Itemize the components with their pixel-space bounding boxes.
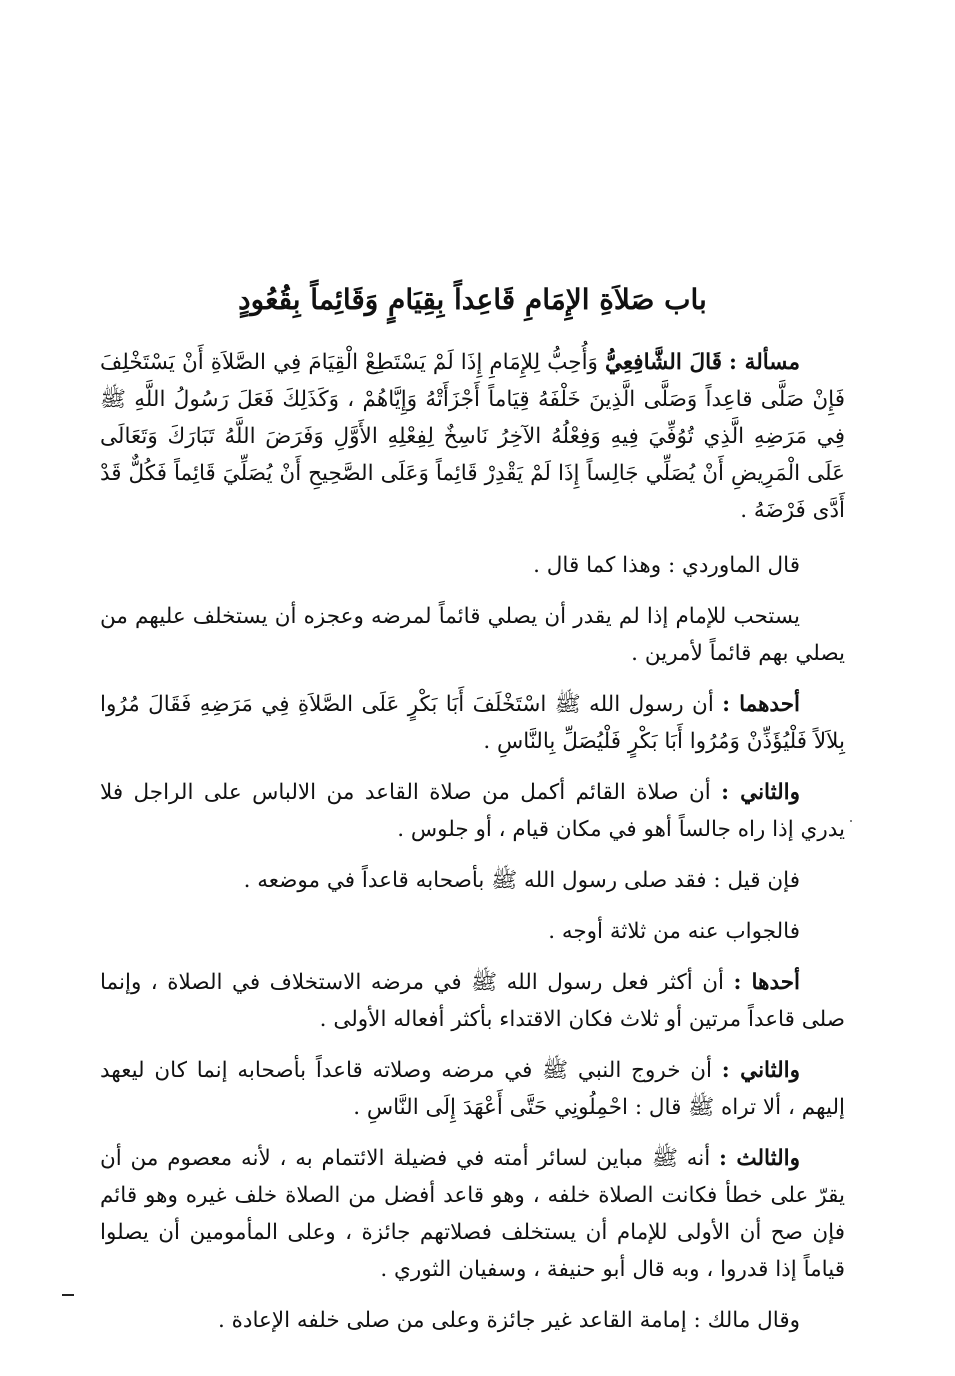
paragraph [100, 598, 845, 672]
page-content [100, 278, 845, 1353]
masala-text: وَأُحِبُّ لِلإِمَامِ إِذَا لَمْ يَسْتَطِعْ الْقِيَامَ فِي الصَّلاَةِ أَنْ يَسْتَخْلِفَ فَإِنْ صَلَّى قاعِداً وَصَلَّى الَّذِينَ خَلْفَهُ قِيَاماً أَجْزَأَتْهُ وَإِيَّاهُمْ ، وَكَذَلِكَ فَعَلَ رَسُولُ اللَّهِ ﷺ فِي مَرَضِهِ الَّذِي تُوُفِّيَ فِيهِ وَفِعْلُهُ الآخِرُ نَاسِخٌ لِفِعْلِهِ الأَوَّلِ وَفَرَضَ اللَّهُ تَبَارَكَ وَتَعَالَى عَلَى الْمَرِيضِ أَنْ يُصَلِّي جَالِساً إِذَا لَمْ يَقْدِرْ قَائِماً وَعَلَى الصَّحِيحِ أَنْ يُصَلِّيَ قَائِماً فَكُلٌّ قَدْ أَدَّى فَرْضَهُ . [100, 350, 845, 523]
paragraph-label: والثاني : [721, 1058, 800, 1083]
paragraph-text: فالجواب عنه من ثلاثة أوجه . [548, 919, 800, 944]
paragraph-text: فإن قيل : فقد صلى رسول الله ﷺ بأصحابه قاعداً في موضعه . [243, 868, 800, 893]
paragraph-text: أنه ﷺ مباين لسائر أمته في فضيلة الائتمام به ، لأنه معصوم من أن يقرّ على خطأ فكانت الصلاة خلفه ، وهو قاعد أفضل من الصلاة خلف غيره وهو قائم فإن صح أن الأولى للإمام أن يستخلف فصلاتهم جائزة ، وعلى المأمومين أن يصلوا قياماً إذا قدروا ، وبه قال أبو حنيفة ، وسفيان الثوري . [100, 1146, 845, 1282]
paragraph-text: أن رسول الله ﷺ اسْتَخْلَفَ أَبَا بَكْرٍ عَلَى الصَّلاَةِ فِي مَرَضِهِ فَقَالَ مُرُوا بِلاَلاً فَلْيُؤَذِّنْ وَمُرُوا أَبَا بَكْرٍ فَلْيُصَلِّ بِالنَّاسِ . [100, 692, 845, 754]
margin-speck [850, 820, 852, 822]
paragraph-label: والثاني : [721, 780, 801, 805]
paragraph-label: أحدها : [733, 970, 800, 995]
paragraph [100, 547, 845, 584]
paragraph [100, 964, 845, 1038]
paragraph [100, 774, 845, 848]
paragraph [100, 1140, 845, 1288]
paragraph [100, 686, 845, 760]
commentary-paragraphs [100, 547, 845, 1339]
paragraph [100, 862, 845, 899]
paragraph-text: قال الماوردي : وهذا كما قال . [533, 553, 800, 578]
paragraph-label: والثالث : [719, 1146, 800, 1171]
paragraph-label: أحدهما : [722, 692, 800, 717]
paragraph [100, 1052, 845, 1126]
paragraph [100, 913, 845, 950]
masala-speaker: قَالَ الشَّافِعِيُّ [605, 350, 722, 375]
paragraph [100, 1302, 845, 1339]
masala-paragraph [100, 344, 845, 529]
chapter-title: باب صَلاَةِ الإِمَامِ قَاعِداً بِقِيَامٍ وَقَائِماً بِقُعُودٍ [238, 283, 707, 316]
paragraph-text: وقال مالك : إمامة القاعد غير جائزة وعلى من صلى خلفه الإعادة . [217, 1308, 800, 1333]
paragraph-text: أن أكثر فعل رسول الله ﷺ في مرضه الاستخلاف في الصلاة ، وإنما صلى قاعداً مرتين أو ثلاث فكان الاقتداء بأكثر أفعاله الأولى . [100, 970, 845, 1032]
paragraph-text: يستحب للإمام إذا لم يقدر أن يصلي قائماً لمرضه وعجزه أن يستخلف عليهم من يصلي بهم قائماً لأمرين . [100, 604, 845, 666]
masala-lead: مسألة : [729, 350, 801, 375]
margin-mark [62, 1294, 74, 1296]
paragraph-text: أن خروج النبي ﷺ في مرضه وصلاته قاعداً بأصحابه إنما كان ليعهد إليهم ، ألا تراه ﷺ قال : احْمِلُونِي حَتَّى أَعْهَدَ إِلَى النَّاسِ . [100, 1058, 845, 1120]
paragraph-text: أن صلاة القائم أكمل من صلاة القاعد من الالباس على الراجل فلا يدري إذا راه جالساً أهو في مكان قيام ، أو جلوس . [100, 780, 845, 842]
